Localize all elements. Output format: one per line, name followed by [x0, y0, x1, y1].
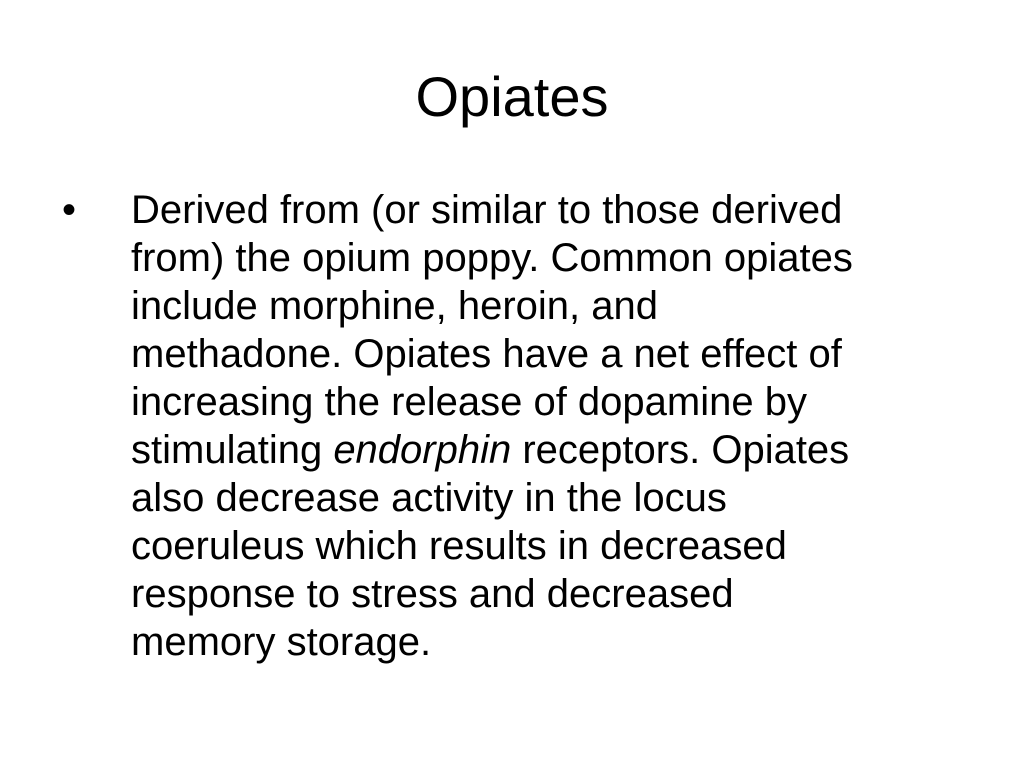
bullet-line: include morphine, heroin, and — [131, 284, 659, 328]
bullet-marker: • — [62, 188, 77, 232]
bullet-line: response to stress and decreased — [131, 572, 734, 616]
bullet-line: increasing the release of dopamine by — [131, 380, 807, 424]
italic-term: endorphin — [333, 428, 512, 472]
bullet-item — [62, 186, 982, 666]
slide-title: Opiates — [415, 65, 609, 128]
bullet-line: from) the opium poppy. Common opiates — [131, 236, 853, 280]
bullet-line: Derived from (or similar to those derived — [131, 188, 843, 232]
bullet-list — [62, 186, 982, 666]
bullet-line: also decrease activity in the locus — [131, 476, 727, 520]
bullet-line: methadone. Opiates have a net effect of — [131, 332, 842, 376]
bullet-line: coeruleus which results in decreased — [131, 524, 787, 568]
bullet-text — [131, 186, 982, 666]
bullet-line-segment: receptors. Opiates — [511, 428, 850, 472]
bullet-line — [131, 426, 982, 474]
bullet-line-segment: stimulating — [131, 428, 334, 472]
bullet-line: memory storage. — [131, 620, 432, 664]
